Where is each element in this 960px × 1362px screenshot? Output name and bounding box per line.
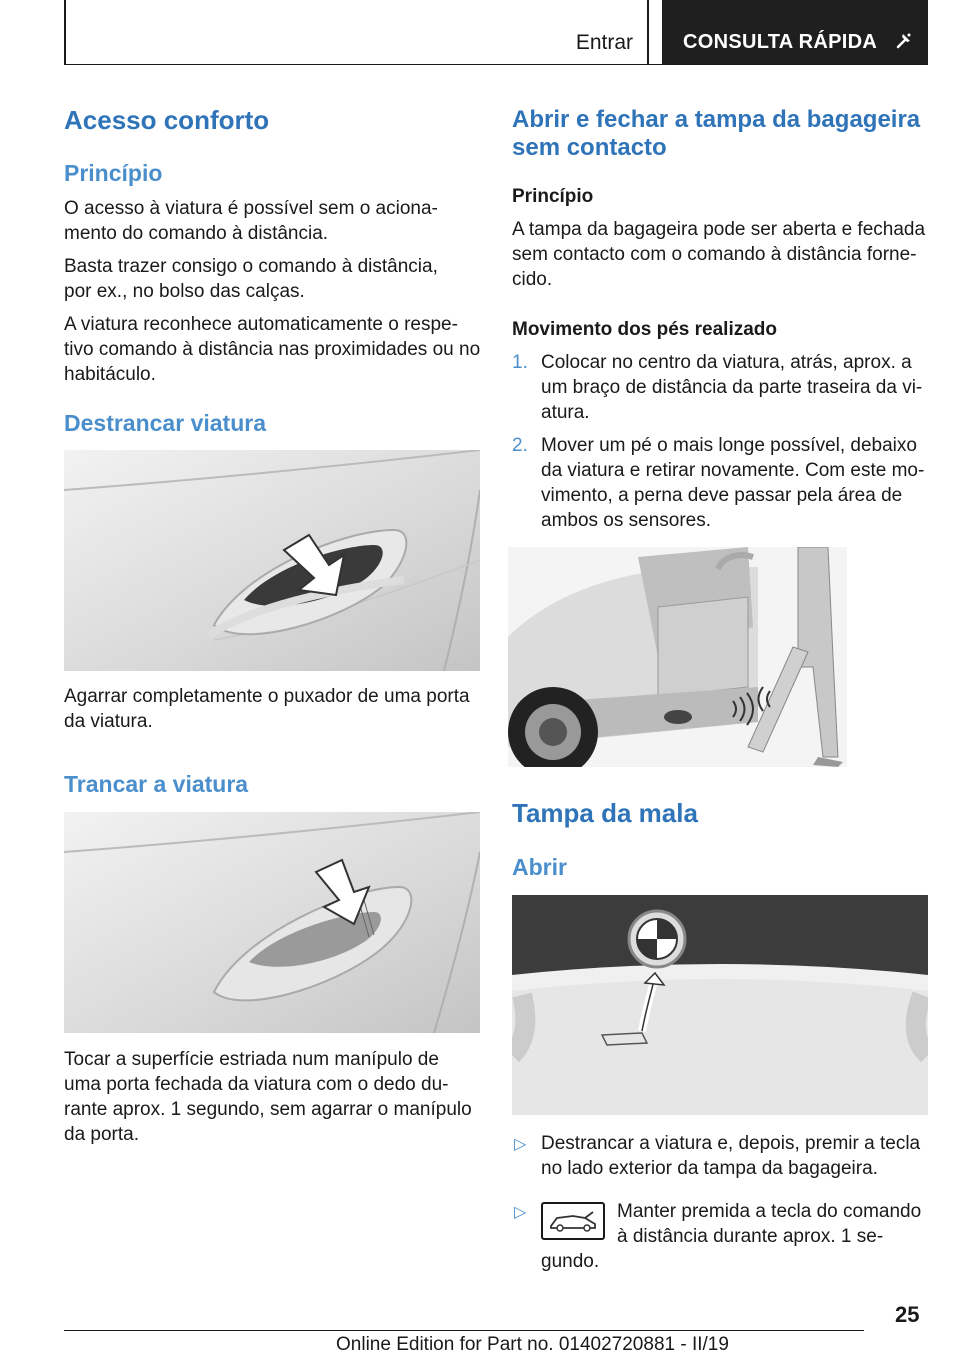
list-item: [512, 433, 928, 535]
bullet-text: Destrancar a viatura e, depois, premir a tecla no lado exterior da tampa da bagageira.: [541, 1133, 921, 1179]
step-text: Colocar no centro da viatura, atrás, aprox. a um braço de distância da parte traseira da vi- atura.: [541, 352, 923, 423]
remote-tailgate-button-icon: [541, 1202, 605, 1240]
tab-consulta-label: CONSULTA RÁPIDA: [683, 31, 878, 53]
heading-destrancar: Destrancar viatura: [64, 410, 266, 436]
heading-abrir: Abrir: [512, 854, 567, 880]
step-number: 2.: [512, 435, 528, 456]
heading-trancar: Trancar a viatura: [64, 771, 249, 797]
tab-consulta-rapida[interactable]: [662, 0, 928, 64]
paragraph-recognition: A viatura reconhece automaticamente o respe- tivo comando à distância nas proximidades ou no habitáculo.: [64, 314, 481, 385]
tab-entrar-label: Entrar: [575, 31, 633, 54]
heading-foot-movement: Movimento dos pés realizado: [512, 319, 777, 340]
quick-reference-icon: [894, 30, 914, 50]
list-item: [512, 350, 928, 426]
tab-entrar[interactable]: [64, 0, 649, 64]
header-rule: [64, 64, 928, 65]
paragraph-tailgate-principle: A tampa da bagageira pode ser aberta e fechada sem contacto com o comando à distância forne- cido.: [512, 219, 926, 290]
paragraph-carry-key: Basta trazer consigo o comando à distância, por ex., no bolso das calças.: [64, 256, 438, 302]
heading-principio-2: Princípio: [512, 186, 594, 207]
paragraph-access: O acesso à viatura é possível sem o aciona- mento do comando à distância.: [64, 198, 438, 244]
bullet-triangle-icon: ▷: [514, 1204, 527, 1221]
step-text: Mover um pé o mais longe possível, debaixo da viatura e retirar novamente. Com este mo- vimento, a perna deve passar pela área de ambos os sensores.: [541, 435, 925, 531]
heading-acesso-conforto: Acesso conforto: [64, 105, 270, 135]
page-number: 25: [895, 1302, 920, 1327]
heading-principio: Princípio: [64, 160, 163, 186]
step-number: 1.: [512, 352, 528, 373]
footer-rule: [64, 1330, 864, 1331]
figure-unlock-door-handle: [64, 450, 480, 671]
footer-edition: Online Edition for Part no. 01402720881 - II/19: [336, 1334, 729, 1355]
heading-tailgate-contactless: Abrir e fechar a tampa da bagageira sem contacto: [512, 106, 921, 161]
bullet-text-tail: gundo.: [541, 1251, 600, 1272]
figure-foot-gesture: [508, 547, 847, 767]
figure-trunk-button: [512, 895, 928, 1115]
caption-unlock: Agarrar completamente o puxador de uma porta da viatura.: [64, 686, 470, 732]
figure-lock-door-handle: [64, 812, 480, 1033]
heading-tampa-da-mala: Tampa da mala: [512, 798, 698, 828]
bullet-text: Manter premida a tecla do comando à distância durante aprox. 1 se-: [617, 1201, 922, 1247]
bullet-triangle-icon: ▷: [514, 1136, 527, 1153]
caption-lock: Tocar a superfície estriada num manípulo de uma porta fechada da viatura com o dedo du- rante aprox. 1 segundo, sem agarrar o manípulo da porta.: [64, 1049, 472, 1145]
